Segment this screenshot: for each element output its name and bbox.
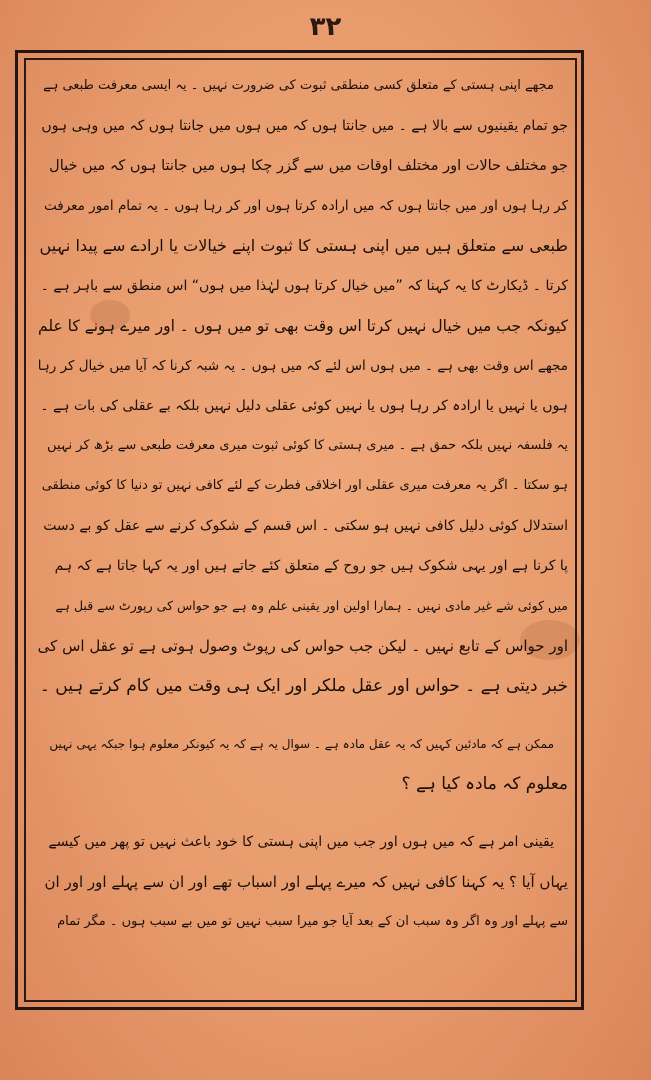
text-line: مجھے اس وقت بھی ہے ۔ میں ہوں اس لئے کہ میں ہوں ۔ یہ شبہ کرنا کہ آیا میں خیال کر رہا (38, 358, 568, 374)
text-line: معلوم کہ مادہ کیا ہے ؟ (401, 774, 568, 794)
page-number: ۳۲ (309, 12, 342, 42)
text-line: ہو سکتا ۔ اگر یہ معرفت میری عقلی اور اخلاقی فطرت کے لئے کافی نہیں تو دنیا کا کوئی منطقی (41, 478, 568, 493)
text-line: ممکن ہے کہ مادئین کہیں کہ یہ عقل مادہ ہے ۔ سوال یہ ہے کہ یہ کیونکر معلوم ہوا جبکہ یہی نہیں (49, 737, 554, 751)
text-line: یہاں آیا ؟ یہ کہنا کافی نہیں کہ میرے پہلے اور اسباب تھے اور ان سے پہلے اور اور ان (44, 873, 568, 891)
text-line: سے پہلے اور وہ اگر وہ سبب ان کے بعد آیا جو میرا سبب نہیں تو میں بے سبب ہوں ۔ مگر تمام (57, 914, 568, 929)
text-line: یقینی امر ہے کہ میں ہوں اور جب میں اپنی ہستی کا خود باعث نہیں تو پھر میں کیسے (48, 834, 554, 850)
text-line: میں کوئی شے غیر مادی نہیں ۔ ہمارا اولین اور یقینی علم وہ ہے جو حواس کی رپورٹ سے قبل ہے (55, 598, 568, 613)
text-line: یہ فلسفہ نہیں بلکہ حمق ہے ۔ میری ہستی کا کوئی ثبوت میری معرفت طبعی سے بڑھ کر نہیں (47, 438, 568, 453)
text-line: جو تمام یقینیوں سے بالا ہے ۔ میں جانتا ہوں کہ میں ہوں میں جانتا ہوں کہ میں وہی ہوں (41, 118, 568, 134)
text-line: کر رہا ہوں اور میں جانتا ہوں کہ میں ارادہ کرتا ہوں اور کر رہا ہوں ۔ یہ تمام امور معرفت (43, 198, 568, 214)
text-line: کرتا ۔ ڈیکارٹ کا یہ کہنا کہ ”میں خیال کرتا ہوں لہٰذا میں ہوں“ اس منطق سے باہر ہے ۔ (40, 278, 568, 294)
text-line: اور حواس کے تابع نہیں ۔ لیکن جب حواس کی رپوٹ وصول ہوتی ہے تو عقل اس کی (38, 637, 568, 655)
body-text (38, 66, 568, 996)
text-line: خبر دیتی ہے ۔ حواس اور عقل ملکر اور ایک ہی وقت میں کام کرتے ہیں ۔ (39, 676, 568, 696)
text-line: استدلال کوئی دلیل کافی نہیں ہو سکتی ۔ اس قسم کے شکوک کرنے سے عقل کو بے دست (43, 518, 568, 534)
text-line: جو مختلف حالات اور مختلف اوقات میں سے گزر چکا ہوں میں جانتا ہوں کہ میں خیال (49, 158, 568, 174)
text-line: پا کرنا ہے اور یہی شکوک ہیں جو روح کے متعلق کئے جاتے ہیں اور یہ کہا جاتا ہے کہ ہم (54, 558, 568, 574)
text-line: طبعی سے متعلق ہیں میں اپنی ہستی کا ثبوت اپنے خیالات یا ارادے سے پیدا نہیں (39, 236, 568, 255)
text-line: مجھے اپنی ہستی کے متعلق کسی منطقی ثبوت کی ضرورت نہیں ۔ یہ ایسی معرفت طبعی ہے (43, 78, 554, 93)
text-line: ہوں یا نہیں یا ارادہ کر رہا ہوں یا نہیں کوئی عقلی دلیل نہیں بلکہ بے عقلی کی بات ہے ۔ (40, 398, 568, 414)
text-line: کیونکہ جب میں خیال نہیں کرتا اس وقت بھی تو میں ہوں ۔ اور میرے ہونے کا علم (38, 317, 568, 335)
